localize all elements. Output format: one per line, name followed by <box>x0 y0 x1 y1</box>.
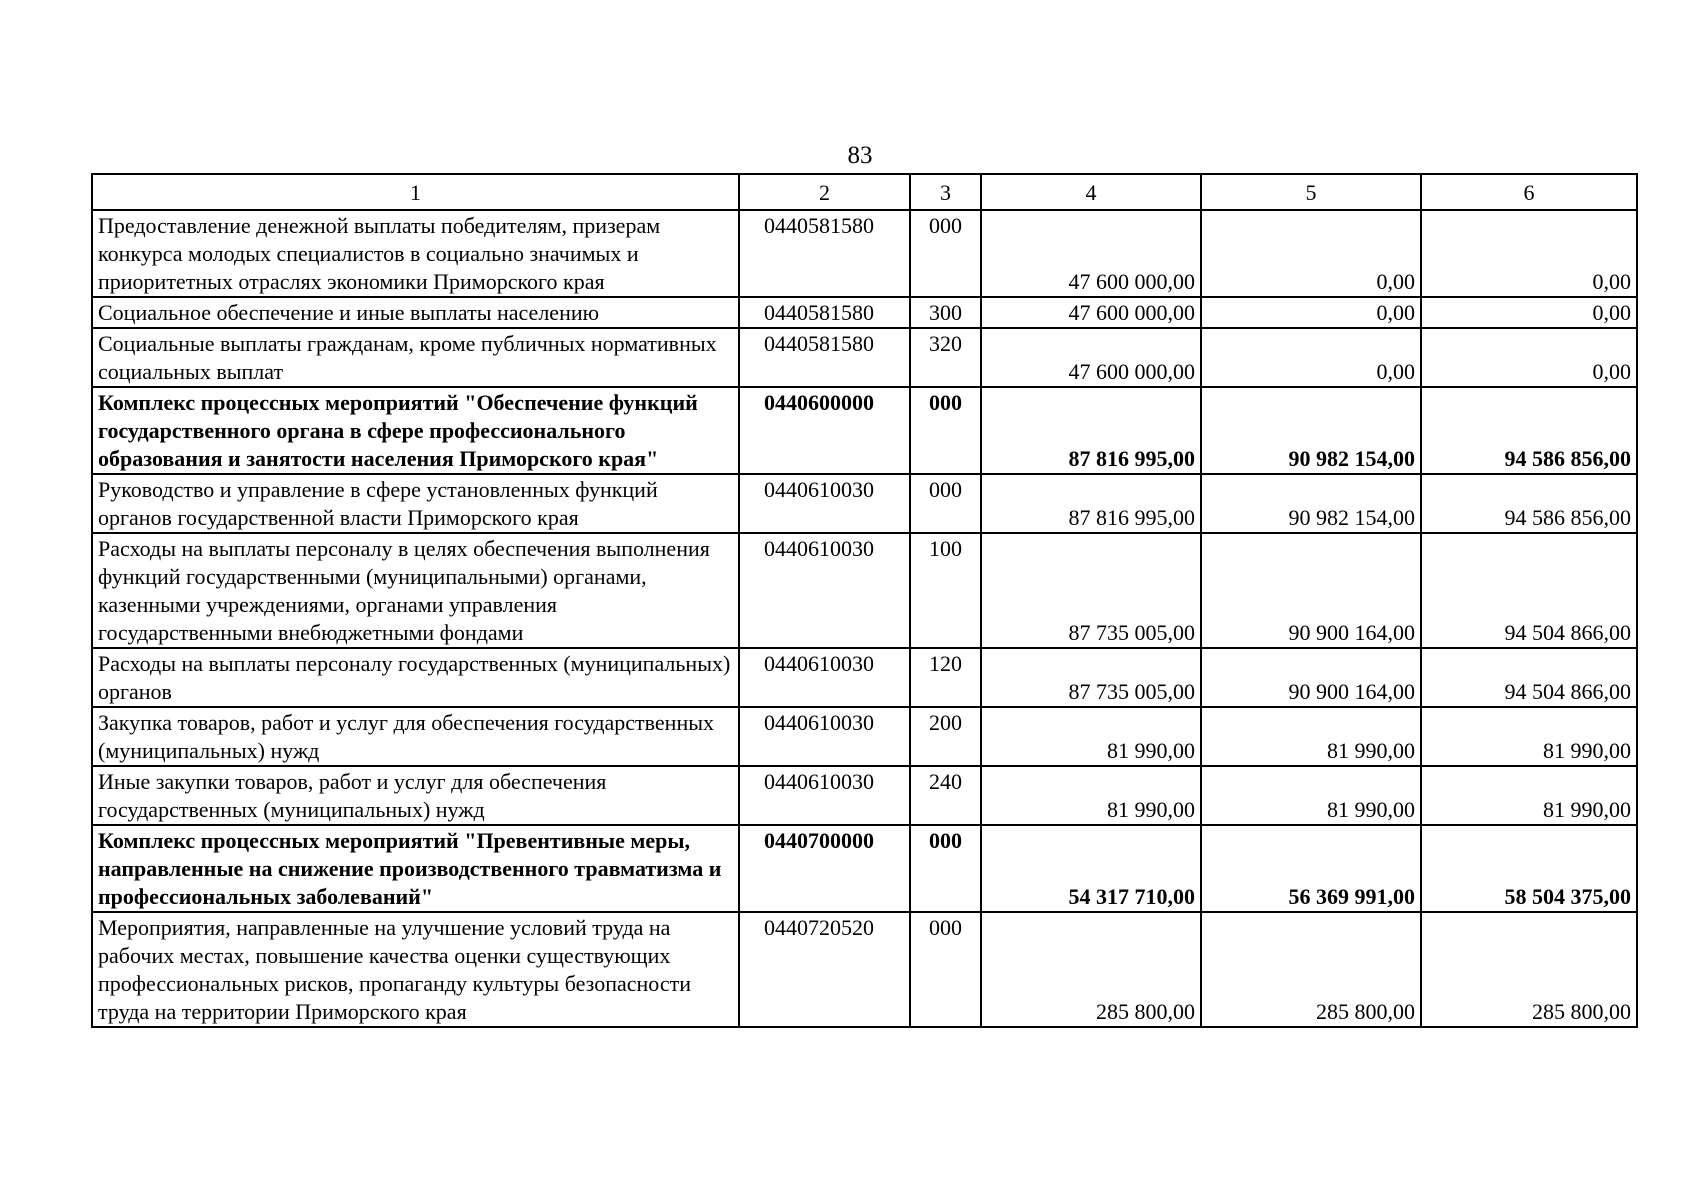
row-name: Мероприятия, направленные на улучшение условий труда на рабочих местах, повышение качества оценки существующих профессиональных рисков, пропаганду культуры безопасности труда на территории Приморского края <box>92 912 739 1027</box>
table-row <box>92 474 1637 533</box>
row-name: Предоставление денежной выплаты победителям, призерам конкурса молодых специалистов в социально значимых и приоритетных отраслях экономики Приморского края <box>92 210 739 297</box>
row-kind: 000 <box>910 387 981 474</box>
row-name: Расходы на выплаты персоналу в целях обеспечения выполнения функций государственными (муниципальными) органами, казенными учреждениями, органами управления государственными внебюджетными фондами <box>92 533 739 648</box>
row-code: 0440581580 <box>739 297 910 328</box>
row-amount-3: 81 990,00 <box>1421 707 1637 766</box>
row-name: Закупка товаров, работ и услуг для обеспечения государственных (муниципальных) нужд <box>92 707 739 766</box>
row-code: 0440720520 <box>739 912 910 1027</box>
row-name: Комплекс процессных мероприятий "Превентивные меры, направленные на снижение производственного травматизма и профессиональных заболеваний" <box>92 825 739 912</box>
row-amount-1: 47 600 000,00 <box>981 297 1201 328</box>
row-amount-1: 87 735 005,00 <box>981 648 1201 707</box>
row-code: 0440581580 <box>739 328 910 387</box>
row-kind: 300 <box>910 297 981 328</box>
row-amount-2: 90 982 154,00 <box>1201 474 1421 533</box>
table-row <box>92 297 1637 328</box>
row-amount-1: 47 600 000,00 <box>981 210 1201 297</box>
row-amount-2: 81 990,00 <box>1201 766 1421 825</box>
row-amount-3: 94 504 866,00 <box>1421 533 1637 648</box>
table-row <box>92 533 1637 648</box>
row-amount-1: 285 800,00 <box>981 912 1201 1027</box>
row-amount-2: 56 369 991,00 <box>1201 825 1421 912</box>
row-amount-3: 285 800,00 <box>1421 912 1637 1027</box>
row-amount-1: 81 990,00 <box>981 766 1201 825</box>
row-amount-2: 0,00 <box>1201 210 1421 297</box>
row-amount-2: 0,00 <box>1201 297 1421 328</box>
row-amount-1: 47 600 000,00 <box>981 328 1201 387</box>
row-amount-3: 58 504 375,00 <box>1421 825 1637 912</box>
row-name: Комплекс процессных мероприятий "Обеспечение функций государственного органа в сфере профессионального образования и занятости населения Приморского края" <box>92 387 739 474</box>
row-amount-1: 87 816 995,00 <box>981 474 1201 533</box>
row-code: 0440610030 <box>739 707 910 766</box>
row-kind: 000 <box>910 210 981 297</box>
header-row <box>92 174 1637 210</box>
row-name: Руководство и управление в сфере установленных функций органов государственной власти Приморского края <box>92 474 739 533</box>
row-code: 0440581580 <box>739 210 910 297</box>
column-header-1: 1 <box>92 174 739 210</box>
row-name: Расходы на выплаты персоналу государственных (муниципальных) органов <box>92 648 739 707</box>
row-amount-3: 0,00 <box>1421 210 1637 297</box>
table-row <box>92 707 1637 766</box>
row-kind: 000 <box>910 825 981 912</box>
column-header-4: 4 <box>981 174 1201 210</box>
column-header-3: 3 <box>910 174 981 210</box>
row-code: 0440610030 <box>739 474 910 533</box>
row-amount-1: 54 317 710,00 <box>981 825 1201 912</box>
table-row <box>92 648 1637 707</box>
row-amount-2: 81 990,00 <box>1201 707 1421 766</box>
row-amount-2: 90 900 164,00 <box>1201 648 1421 707</box>
row-amount-1: 87 735 005,00 <box>981 533 1201 648</box>
table-row <box>92 912 1637 1027</box>
table-row-section <box>92 387 1637 474</box>
row-amount-3: 0,00 <box>1421 328 1637 387</box>
row-kind: 000 <box>910 912 981 1027</box>
row-code: 0440700000 <box>739 825 910 912</box>
row-amount-2: 0,00 <box>1201 328 1421 387</box>
row-code: 0440610030 <box>739 766 910 825</box>
row-kind: 120 <box>910 648 981 707</box>
column-header-5: 5 <box>1201 174 1421 210</box>
row-amount-2: 90 982 154,00 <box>1201 387 1421 474</box>
column-header-6: 6 <box>1421 174 1637 210</box>
row-amount-3: 0,00 <box>1421 297 1637 328</box>
row-code: 0440610030 <box>739 533 910 648</box>
row-name: Социальные выплаты гражданам, кроме публичных нормативных социальных выплат <box>92 328 739 387</box>
row-amount-2: 285 800,00 <box>1201 912 1421 1027</box>
row-amount-3: 94 586 856,00 <box>1421 387 1637 474</box>
row-amount-3: 81 990,00 <box>1421 766 1637 825</box>
row-name: Иные закупки товаров, работ и услуг для обеспечения государственных (муниципальных) нужд <box>92 766 739 825</box>
column-header-2: 2 <box>739 174 910 210</box>
row-amount-3: 94 586 856,00 <box>1421 474 1637 533</box>
table-row <box>92 766 1637 825</box>
row-amount-3: 94 504 866,00 <box>1421 648 1637 707</box>
row-kind: 100 <box>910 533 981 648</box>
table-row <box>92 328 1637 387</box>
table-row <box>92 210 1637 297</box>
row-kind: 200 <box>910 707 981 766</box>
row-name: Социальное обеспечение и иные выплаты населению <box>92 297 739 328</box>
table-row-section <box>92 825 1637 912</box>
row-kind: 000 <box>910 474 981 533</box>
row-code: 0440600000 <box>739 387 910 474</box>
row-code: 0440610030 <box>739 648 910 707</box>
row-amount-1: 81 990,00 <box>981 707 1201 766</box>
budget-table <box>91 173 1638 1028</box>
row-amount-2: 90 900 164,00 <box>1201 533 1421 648</box>
row-kind: 240 <box>910 766 981 825</box>
row-kind: 320 <box>910 328 981 387</box>
row-amount-1: 87 816 995,00 <box>981 387 1201 474</box>
page-number: 83 <box>847 142 873 169</box>
